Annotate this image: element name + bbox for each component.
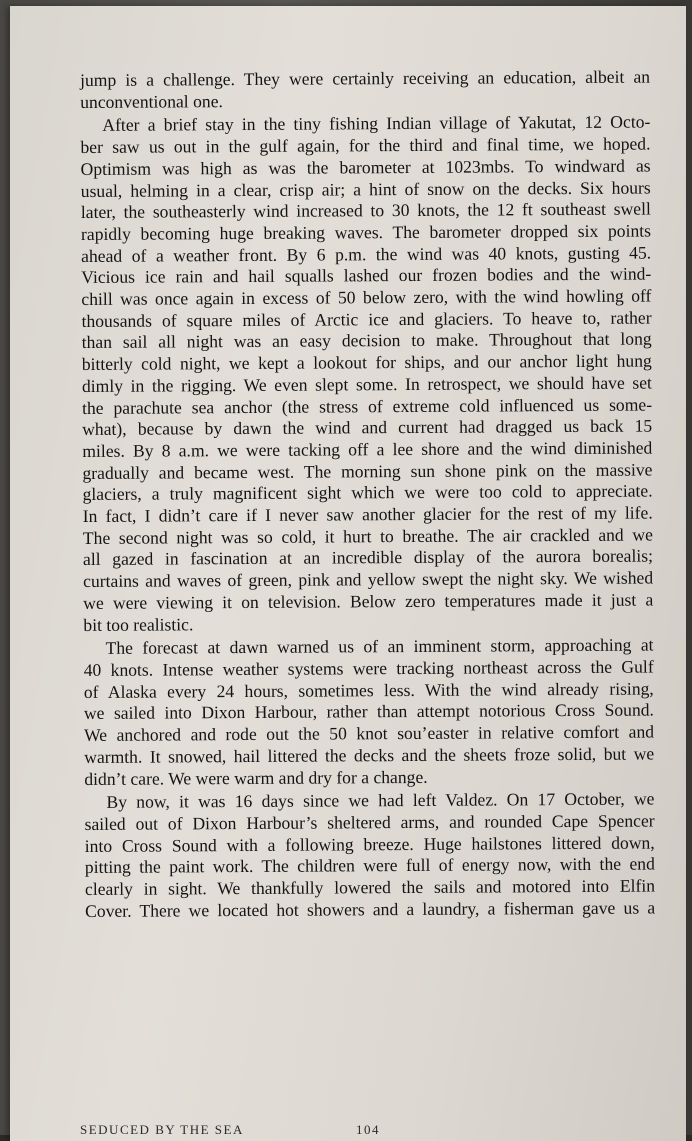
text-line: By now, it was 16 days since we had left Valdez. On 17 October, we — [106, 788, 655, 813]
text-line: warmth. It snowed, hail littered the decks and the sheets froze solid, but we — [84, 743, 655, 767]
text-line: didn’t care. We were warm and dry for a change. — [84, 766, 428, 789]
text-line: than sail all night was an easy decision to make. Throughout that long — [81, 328, 652, 353]
text-line: Vicious ice rain and hail squalls lashed our frozen bodies and the wind- — [81, 263, 652, 288]
text-line: into Cross Sound with a following breeze. Huge hailstones littered down, — [84, 832, 655, 856]
text-line: we sailed into Dixon Harbour, rather than attempt notorious Cross Sound. — [83, 699, 654, 724]
text-line: bitterly cold night, we kept a lookout for ships, and our anchor light hung — [81, 350, 652, 375]
text-line: Optimism was high as was the barometer at 1023mbs. To windward as — [80, 155, 651, 179]
text-line: ber saw us out in the gulf again, for the third and final time, we hoped. — [80, 133, 651, 158]
text-line: curtains and waves of green, pink and yellow swept the night sky. We wished — [83, 567, 654, 592]
text-line: chill was once again in excess of 50 below zero, with the wind howling off — [81, 285, 652, 310]
running-title: SEDUCED BY THE SEA — [80, 1122, 244, 1137]
text-line: what), because by dawn the wind and current had dragged us back 15 — [82, 415, 653, 440]
text-line: we were viewing it on television. Below zero temperatures made it just a — [83, 589, 654, 613]
text-line: the parachute sea anchor (the stress of extreme cold influenced us some- — [82, 394, 653, 418]
text-line: 40 knots. Intense weather systems were tracking northeast across the Gulf — [83, 656, 654, 680]
text-line: bit too realistic. — [83, 613, 194, 635]
text-line: After a brief stay in the tiny fishing Indian village of Yakutat, 12 Octo- — [102, 111, 651, 136]
page-body-text — [80, 67, 655, 923]
text-line: rapidly becoming huge breaking waves. The barometer dropped six points — [80, 220, 652, 244]
text-line: gradually and became west. The morning sun shone pink on the massive — [82, 459, 653, 483]
text-line: We anchored and rode out the 50 knot sou’easter in relative comfort and — [84, 721, 655, 746]
text-line: glaciers, a truly magnificent sight which we were too cold to appreciate. — [82, 480, 653, 505]
text-line: thousands of square miles of Arctic ice and glaciers. To heave to, rather — [81, 307, 652, 331]
text-line: ahead of a weather front. By 6 p.m. the wind was 40 knots, gusting 45. — [81, 242, 652, 266]
text-line: later, the southeasterly wind increased to 30 knots, the 12 ft southeast swell — [80, 198, 651, 223]
text-line: pitting the paint work. The children were full of energy now, with the end — [84, 853, 655, 878]
text-line: of Alaska every 24 hours, sometimes less. With the wind already rising, — [83, 678, 654, 702]
text-line: Cover. There we located hot showers and a laundry, a fisherman gave us a — [85, 897, 656, 921]
page-number: 104 — [356, 1122, 380, 1137]
text-line: In fact, I didn’t care if I never saw another glacier for the rest of my life. — [82, 502, 653, 527]
text-line: all gazed in fascination at an incredible display of the aurora borealis; — [82, 545, 654, 570]
text-line: usual, helming in a clear, crisp air; a hint of snow on the decks. Six hours — [80, 177, 651, 201]
text-line: jump is a challenge. They were certainly receiving an education, albeit an — [80, 66, 651, 90]
text-line: miles. By 8 a.m. we were tacking off a lee shore and the wind diminished — [82, 437, 653, 461]
text-line: The second night was so cold, it hurt to breathe. The air crackled and we — [82, 524, 653, 548]
text-line: sailed out of Dixon Harbour’s sheltered arms, and rounded Cape Spencer — [84, 810, 655, 834]
text-line: unconventional one. — [80, 90, 223, 112]
text-line: The forecast at dawn warned us of an imminent storm, approaching at — [105, 634, 654, 659]
text-line: clearly in sight. We thankfully lowered the sails and motored into Elfin — [84, 875, 656, 900]
text-line: dimly in the rigging. We even slept some. In retrospect, we should have set — [81, 372, 652, 396]
